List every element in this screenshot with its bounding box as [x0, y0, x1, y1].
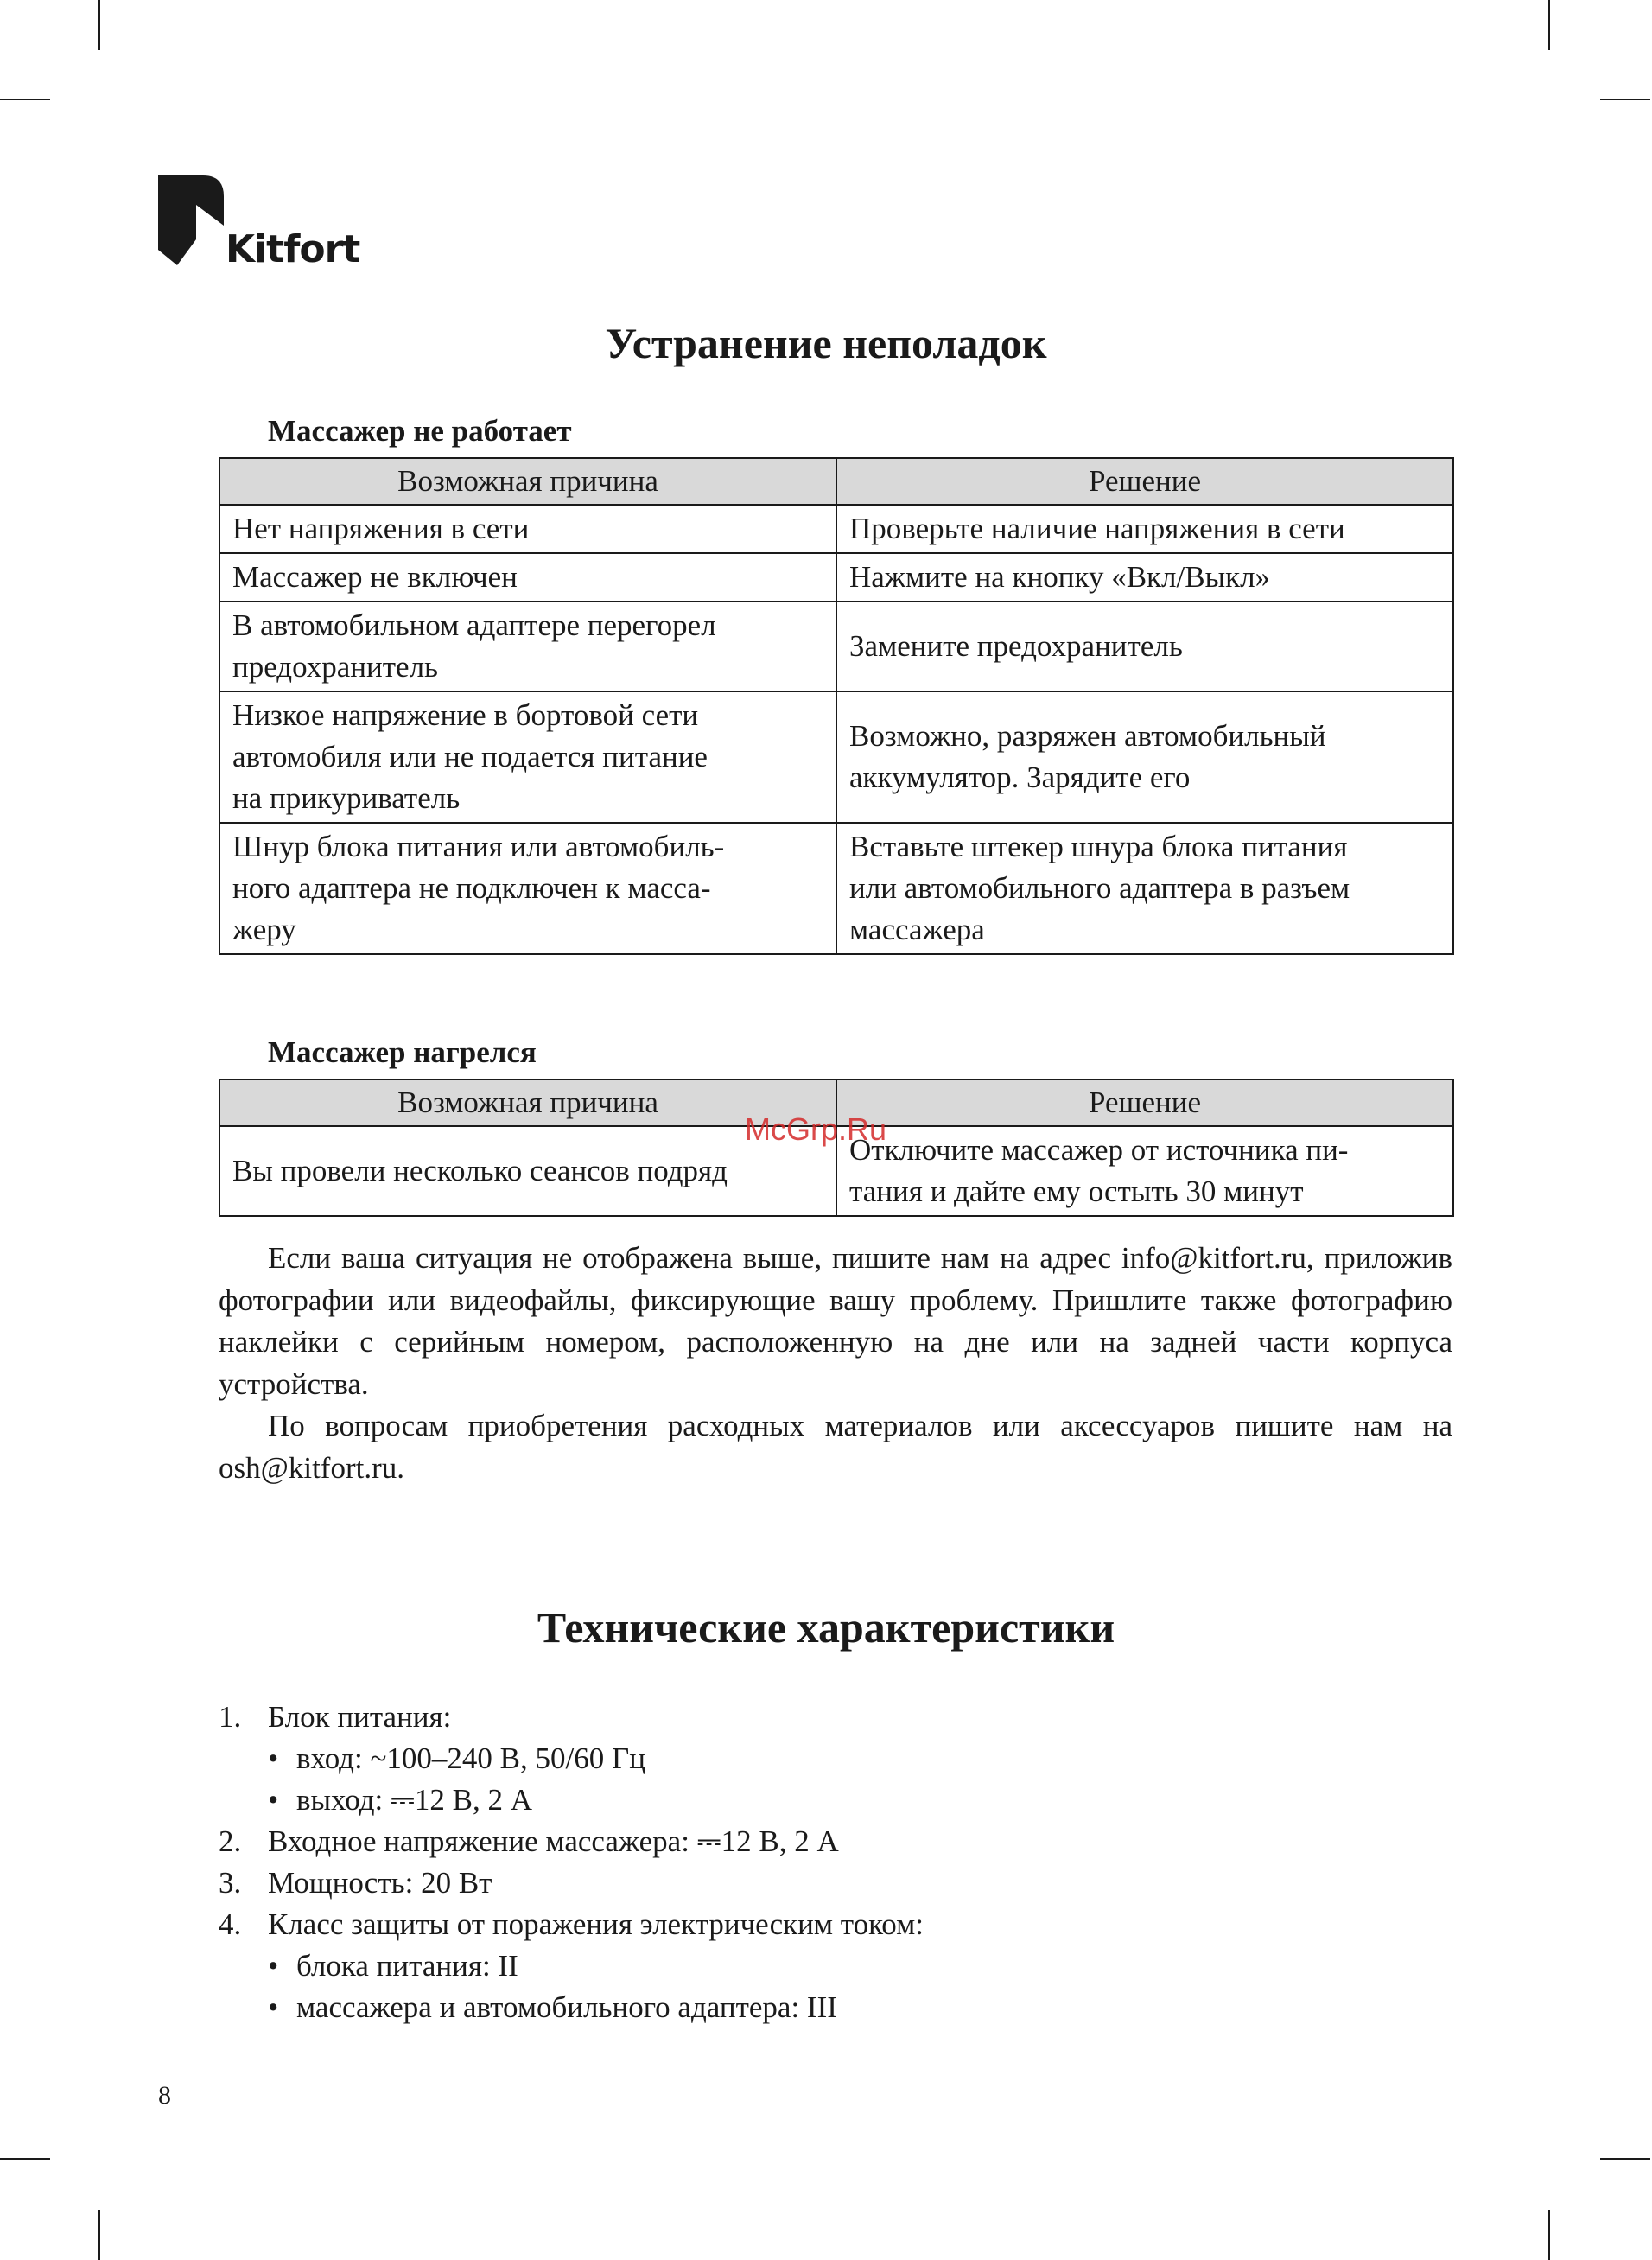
indent	[219, 1945, 268, 1987]
cause-cell	[219, 553, 836, 602]
cell-line: В автомобильном адаптере перегорел	[232, 608, 716, 642]
crop-mark	[1548, 0, 1550, 50]
column-header-cause: Возможная причина	[219, 458, 836, 505]
bullet-marker: •	[268, 1783, 279, 1817]
cell-line: предохранитель	[232, 650, 438, 684]
crop-mark	[1600, 99, 1650, 100]
bullet-marker: •	[268, 1990, 279, 2024]
solution-cell	[836, 823, 1453, 954]
spec-item	[219, 1904, 1452, 1945]
spec-item	[219, 1821, 1452, 1862]
troubleshooting-table-overheated	[219, 1079, 1454, 1217]
cell-line: на прикуриватель	[232, 781, 461, 815]
cell-line: Низкое напряжение в бортовой сети	[232, 698, 699, 732]
kitfort-logo-icon	[158, 175, 224, 265]
spec-subitem	[219, 1738, 1452, 1779]
solution-cell	[836, 602, 1453, 691]
spec-text: Блок питания:	[268, 1700, 452, 1734]
list-number: 1.	[219, 1700, 242, 1734]
cell-line: аккумулятор. Зарядите его	[849, 761, 1191, 794]
spec-text: Мощность: 20 Вт	[268, 1866, 492, 1900]
table-header-row	[219, 458, 1453, 505]
spec-subitem	[219, 1945, 1452, 1987]
cell-line: или автомобильного адаптера в разъем	[849, 871, 1350, 905]
cell-line: автомобиля или не подается питание	[232, 740, 708, 773]
cause-cell	[219, 823, 836, 954]
cell-line: Нажмите на кнопку «Вкл/Выкл»	[849, 560, 1271, 594]
cell-line: Шнур блока питания или автомобиль-	[232, 830, 725, 863]
indent	[219, 1779, 268, 1821]
indent	[219, 1738, 268, 1779]
solution-cell	[836, 691, 1453, 823]
solution-cell	[836, 1126, 1453, 1216]
cell-line: Возможно, разряжен автомобильный	[849, 719, 1326, 753]
cell-line: Проверьте наличие напряжения в сети	[849, 512, 1345, 545]
cell-line: тания и дайте ему остыть 30 минут	[849, 1175, 1304, 1208]
cause-cell	[219, 505, 836, 553]
column-header-cause: Возможная причина	[219, 1079, 836, 1126]
watermark: McGrp.Ru	[745, 1111, 887, 1147]
cell-line: Замените предохранитель	[849, 629, 1183, 663]
brand-name: Kitfort	[226, 227, 360, 271]
brand-logo	[158, 175, 360, 271]
table-row	[219, 691, 1453, 823]
crop-mark	[1548, 2210, 1550, 2260]
table-row	[219, 602, 1453, 691]
list-number: 2.	[219, 1824, 242, 1858]
spec-text: Входное напряжение массажера: ⎓12 В, 2 А	[268, 1824, 839, 1858]
list-number: 4.	[219, 1907, 242, 1941]
cell-line: Отключите массажер от источника пи-	[849, 1133, 1349, 1167]
spec-item	[219, 1697, 1452, 1738]
spec-item	[219, 1862, 1452, 1904]
table-row	[219, 553, 1453, 602]
cell-line: Массажер не включен	[232, 560, 518, 594]
cause-cell	[219, 691, 836, 823]
cell-line: ного адаптера не подключен к масса-	[232, 871, 711, 905]
cell-line: жеру	[232, 913, 296, 946]
crop-mark	[98, 0, 100, 50]
specs-list	[219, 1697, 1452, 2028]
cause-cell	[219, 602, 836, 691]
solution-cell	[836, 505, 1453, 553]
cell-line: массажера	[849, 913, 985, 946]
bullet-marker: •	[268, 1741, 279, 1775]
spec-subitem	[219, 1779, 1452, 1821]
spec-text: массажера и автомобильного адаптера: III	[296, 1990, 837, 2024]
solution-cell	[836, 553, 1453, 602]
crop-mark	[1600, 2158, 1650, 2160]
spec-text: Класс защиты от поражения электрическим током:	[268, 1907, 924, 1941]
section-heading-overheated: Массажер нагрелся	[268, 1035, 537, 1069]
column-header-solution: Решение	[836, 458, 1453, 505]
indent	[219, 1987, 268, 2028]
spec-text: вход: ~100–240 В, 50/60 Гц	[296, 1741, 645, 1775]
crop-mark	[98, 2210, 100, 2260]
page-number: 8	[158, 2081, 171, 2110]
cell-line: Нет напряжения в сети	[232, 512, 530, 545]
bullet-marker: •	[268, 1949, 279, 1983]
spec-text: блока питания: II	[296, 1949, 518, 1983]
spec-subitem	[219, 1987, 1452, 2028]
column-header-solution: Решение	[836, 1079, 1453, 1126]
section-heading-not-working: Массажер не работает	[268, 414, 572, 448]
accessories-paragraph: По вопросам приобретения расходных материалов или аксессуаров пишите нам на osh@kitfort.ru.	[219, 1409, 1452, 1485]
crop-mark	[0, 2158, 50, 2160]
table-row	[219, 505, 1453, 553]
table-row	[219, 823, 1453, 954]
cell-line: Вставьте штекер шнура блока питания	[849, 830, 1348, 863]
cause-cell	[219, 1126, 836, 1216]
spec-text: выход: ⎓12 В, 2 А	[296, 1783, 533, 1817]
crop-mark	[0, 99, 50, 100]
troubleshooting-table-not-working	[219, 457, 1454, 955]
specs-title: Технические характеристики	[537, 1603, 1115, 1652]
cell-line: Вы провели несколько сеансов подряд	[232, 1154, 728, 1187]
troubleshooting-title: Устранение неполадок	[605, 319, 1047, 367]
contact-paragraph: Если ваша ситуация не отображена выше, пишите нам на адрес info@kitfort.ru, приложив фотографии или видеофайлы, фиксирующие вашу проблему. Пришлите также фотографию наклейки с серийным номером, расположенную на дне или на задней части корпуса устройства.	[219, 1241, 1452, 1401]
list-number: 3.	[219, 1866, 242, 1900]
